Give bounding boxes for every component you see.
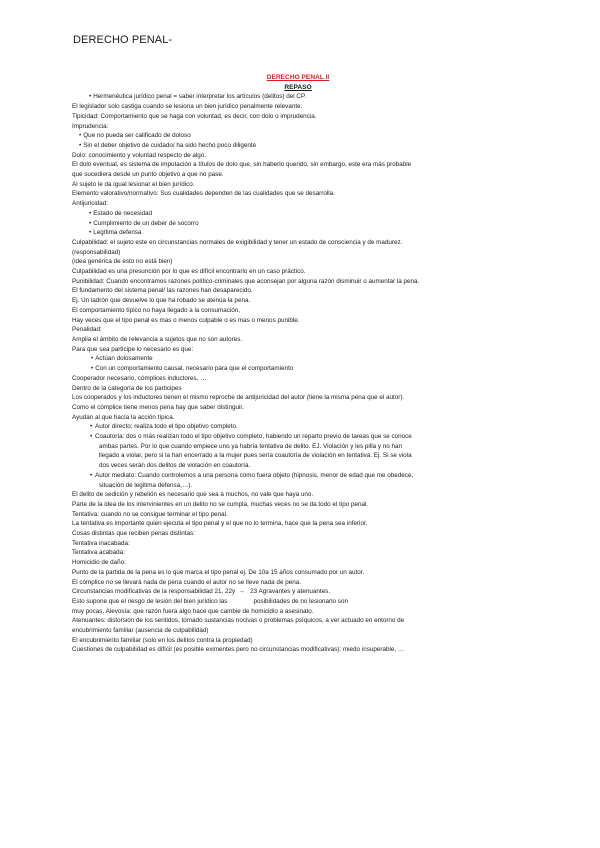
text-line: Homicidio de daño: — [72, 559, 126, 567]
text-line: Los cooperados y los inductores tienen el mismo reproche de antijuricidad del autor (tiene la misma pena que el autor). — [72, 394, 405, 402]
text-line: Tipicidad: Comportamiento que se haga con voluntad, es decir, con dolo o imprudencia. — [72, 112, 317, 120]
text-line: La tentativa es importante quien ejecuta el tipo penal y el que no lo termina, hace que la pena sea inferior. — [72, 520, 368, 528]
text-segment: 23 Agravantes y atenuantes. — [250, 588, 330, 596]
text-line: muy pocas. Alevosía: que razón fuera algo hace que cambie de homicidio a asesinato. — [72, 607, 314, 615]
text-line: Dolo: conocimiento y voluntad respecto de algo. — [72, 151, 207, 159]
text-line: Hay veces que el tipo penal es mas o menos culpable o es mas o menos punible. — [72, 316, 300, 324]
text-line: Tentativa inacabada: — [72, 539, 130, 547]
list-item: • Coautoría: dos o más realizan todo el tipo objetivo completo, habiendo un reparto previo de tareas que se conoce — [91, 432, 524, 442]
text-line: El fundamento del sistema penal/ las razones han desaparecido. — [72, 287, 253, 295]
text-line-with-arrow — [72, 587, 524, 597]
text-line: Punibilidad: Cuando encontramos razones político-criminales que aconsejan por alguna razón disminuir o aumentar la pena. — [72, 277, 420, 285]
text-segment: posibilidades de no lesionarlo son — [253, 597, 348, 605]
text-line: El comportamiento típico no haya llegado a la consumación, — [72, 306, 241, 314]
text-line-split — [72, 597, 524, 607]
list-item: • Autor mediato: Cuando controlemos a una persona como fuera objeto (hipnosis, menor de edad que me obedece, — [91, 471, 524, 481]
text-line: El legislador solo castiga cuando se lesiona un bien jurídico penalmente relevante. — [72, 103, 303, 111]
text-line: El dolo eventual, es sistema de imputación a títulos de dolo que, sin haberlo querido, sin embargo, este era más probable — [72, 161, 412, 169]
bullet-line: • Sin el deber objetivo de cuidado/ ha sido hecho poco diligente — [72, 141, 524, 151]
text-line: Como el cómplice tiene menos pena hay que saber distinguir. — [72, 403, 244, 411]
text-line: Punto de la partida de la pena es lo que marca el tipo penal ej. De 10a 15 años consumado por un autor. — [72, 568, 365, 576]
bullet-line: • Estado de necesidad — [72, 209, 524, 219]
text-line: El cómplice no se llevará nada de pena cuando el autor no se lleve nada de pena. — [72, 578, 301, 586]
text-line: Cuestiones de culpabilidad es difícil (es posible eximentes pero no circunstancias modificativas): miedo insuperable, … — [72, 646, 405, 654]
text-line: Dentro de la categoría de los participes — [72, 384, 182, 392]
text-line: Antijuricidad: — [72, 200, 109, 208]
bullet-line: • Cumplimiento de un deber de socorro — [72, 219, 524, 229]
bullet-line: • Actúan dolosamente — [72, 354, 524, 364]
bullet-line: • Legítima defensa — [72, 228, 524, 238]
text-line: Para que sea participe lo necesario es que: — [72, 345, 194, 353]
text-line: (idea genérica de esto no está bien) — [72, 258, 173, 266]
list-item-continuation: llegado a violar, pero si la han encerrado a la mujer pues sería coautoría de violación en tentativa. Ej. Si se viola — [99, 452, 412, 460]
arrow-icon: → — [238, 588, 245, 596]
text-line: Al sujeto le da igual lesionar el bien jurídico. — [72, 180, 195, 188]
text-line: Cooperador necesario, cómplices inductores, … — [72, 374, 207, 382]
list-item: • Autor directo: realiza todo el tipo objetivo completo. — [91, 422, 524, 432]
text-line: encubrimiento familiar (ausencia de culpabilidad) — [72, 627, 209, 635]
list-item-continuation: situación de legitima defensa,…). — [99, 481, 193, 489]
author-types-list — [72, 422, 524, 490]
document-title: DERECHO PENAL II — [266, 74, 330, 81]
text-line: Tentativa: cuando no se consigue terminar el tipo penal. — [72, 510, 228, 518]
text-line: Cosas distintas que reciben penas distintas: — [72, 530, 195, 538]
bullet-line: • Hermenéutica jurídico penal = saber interpretar los artículos (delitos) del CP. — [72, 92, 524, 102]
text-segment: Circunstancias modificativas de la responsabilidad 21, 22y — [72, 588, 236, 596]
list-item-continuation: dos veces serán dos delitos de violación en coautoría. — [99, 462, 251, 470]
text-line: Amplia el ámbito de relevancia a sujetos que no son autores. — [72, 335, 243, 343]
text-segment: Esto supone que el riesgo de lesión del bien jurídico las — [72, 597, 228, 605]
document-subtitle: REPASO — [284, 83, 312, 91]
text-line: Culpabilidad es una presunción por lo que es difícil encontrarlo en un caso práctico. — [72, 268, 306, 276]
text-line: Penalidad: — [72, 326, 102, 334]
text-line: Parte de la idea de los intervinientes en un delito no se cumpla, muchas veces no se da todo el tipo penal. — [72, 500, 369, 508]
text-line: que sucediera desde un punto objetivo a que no pase. — [72, 171, 224, 179]
list-item-continuation: ambas partes. Por lo que cuando empiece uno ya habría tentativa de delito. EJ. Violación y les pilla y no han — [99, 442, 403, 450]
text-line: (responsabilidad) — [72, 248, 121, 256]
text-line: Culpabilidad: el sujeto este en circunstancias normales de exigibilidad y tener un estado de consciencia y de madurez. — [72, 238, 403, 246]
text-line: El encubrimiento familiar (solo en los delitos contra la propiedad) — [72, 636, 253, 644]
text-line: Atenuantes: distorsión de los sentidos, tomado sustancias nocivas o problemas psíquicos, a ver actuado en entorno de — [72, 617, 405, 625]
text-line: Ayudan al que hacía la acción típica. — [72, 413, 175, 421]
page-header-title: DERECHO PENAL- — [73, 34, 173, 46]
text-line: Tentativa acabada: — [72, 549, 125, 557]
text-line: Imprudencia: — [72, 122, 109, 130]
text-line: El delito de sedición y rebelión es necesario que sea a muchos, no vale que haya uno. — [72, 491, 314, 499]
text-line: Elemento valorativo/normativo: Sus cualidades dependen de las cualidades que se desarrolla. — [72, 190, 335, 198]
bullet-line: • Con un comportamiento causal, necesario para que el comportamiento — [72, 364, 524, 374]
bullet-line: • Que no pueda ser calificado de doloso — [72, 131, 524, 141]
text-line: Ej. Un ladrón que devuelve lo que ha robado se atenúa la pena. — [72, 297, 251, 305]
document-body — [72, 73, 524, 655]
